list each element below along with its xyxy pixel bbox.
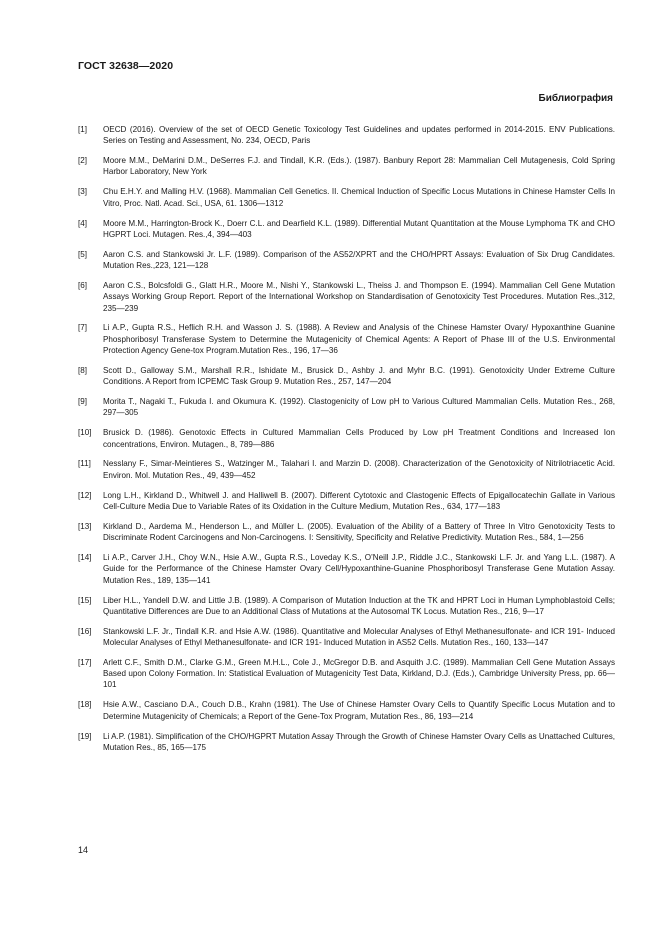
reference-number: [16] [78, 626, 92, 636]
reference-text: Li A.P., Gupta R.S., Heflich R.H. and Wasson J. S. (1988). A Review and Analysis of the Chinese Hamster Ovary/ Hypoxanthine Guanine Phosphoribosyl Transferase System to Determine the Mutagenicity of Chemical Agents: A Report of Phase III of the U.S. Environmental Protection Agency Gene-tox Program.Mutation Res., 196, 17—36 [103, 323, 615, 356]
reference-number: [17] [78, 657, 92, 667]
reference-item [78, 249, 615, 272]
reference-text: Nesslany F., Simar-Meintieres S., Watzinger M., Talahari I. and Marzin D. (2008). Characterization of the Genotoxicity of Nitrilotriacetic Acid. Environ. Mol. Mutation Res., 49, 439—452 [103, 459, 615, 480]
reference-text: Moore M.M., Harrington-Brock K., Doerr C.L. and Dearfield K.L. (1989). Differential Mutant Quantitation at the Mouse Lymphoma TK and CHO HGPRT Loci. Mutagen. Res.,4, 394—403 [103, 218, 615, 239]
reference-text: Brusick D. (1986). Genotoxic Effects in Cultured Mammalian Cells Produced by Low pH Treatment Conditions and Increased Ion concentrations, Environ. Mutagen., 8, 789—886 [103, 428, 615, 449]
reference-item [78, 365, 615, 388]
reference-text: Aaron C.S. and Stankowski Jr. L.F. (1989). Comparison of the AS52/XPRT and the CHO/HPRT Assays: Evaluation of Six Drug Candidates. Mutation Res.,223, 121—128 [103, 249, 615, 271]
reference-number: [18] [78, 700, 92, 710]
reference-text: Aaron C.S., Bolcsfoldi G., Glatt H.R., Moore M., Nishi Y., Stankowski L., Theiss J. and Thompson E. (1994). Mammalian Cell Gene Mutation Assays Working Group Report. Report of the International Workshop on Standardisation of Genotoxicity Test Procedures. Mutation Res.,312, 235—239 [103, 280, 615, 313]
reference-text: Hsie A.W., Casciano D.A., Couch D.B., Krahn (1981). The Use of Chinese Hamster Ovary Cells to Quantify Specific Locus Mutation and to Determine Mutagenicity of Chemicals; a Report of the Gene-Tox Program, Mutation Res., 86, 193—214 [103, 700, 615, 721]
reference-number: [14] [78, 553, 92, 563]
reference-number: [4] [78, 218, 87, 228]
reference-text: Arlett C.F., Smith D.M., Clarke G.M., Green M.H.L., Cole J., McGregor D.B. and Asquith J.C. (1989). Mammalian Cell Gene Mutation Assays Based upon Colony Formation. In: Statistical Evaluation of Mutagenicity Test Data, Kirkland, D.J. (Eds.), Cambridge University Press, pp. 66—101 [103, 657, 615, 690]
reference-number: [12] [78, 490, 92, 500]
reference-number: [11] [78, 459, 91, 469]
reference-item [78, 626, 615, 649]
reference-text: Moore M.M., DeMarini D.M., DeSerres F.J. and Tindall, K.R. (Eds.). (1987). Banbury Report 28: Mammalian Cell Mutagenesis, Cold Spring Harbor Laboratory, New York [103, 156, 615, 177]
page-number: 14 [78, 845, 89, 855]
reference-text: Morita T., Nagaki T., Fukuda I. and Okumura K. (1992). Clastogenicity of Low pH to Various Cultured Mammalian Cells. Mutation Res., 268, 297—305 [103, 397, 615, 418]
reference-item [78, 521, 615, 544]
reference-number: [19] [78, 731, 92, 741]
reference-number: [9] [78, 397, 87, 407]
reference-item [78, 552, 615, 586]
reference-number: [1] [78, 125, 87, 134]
reference-text: Liber H.L., Yandell D.W. and Little J.B. (1989). A Comparison of Mutation Induction at the TK and HPRT Loci in Human Lymphoblastoid Cells; Quantitative Differences are Due to an Additional Class of Mutations at the Autosomal TK Locus. Mutation Res., 216, 9—17 [103, 595, 615, 616]
reference-item [78, 657, 615, 691]
reference-number: [15] [78, 595, 92, 605]
bibliography-title: Библиография [538, 93, 613, 104]
reference-text: Chu E.H.Y. and Malling H.V. (1968). Mammalian Cell Genetics. II. Chemical Induction of Specific Locus Mutations in Chinese Hamster Cells In Vitro, Proc. Natl. Acad. Sci., USA, 61. 1306—1312 [103, 187, 615, 208]
reference-number: [6] [78, 280, 87, 290]
standard-header: ГОСТ 32638—2020 [78, 60, 174, 72]
reference-item [78, 186, 615, 209]
reference-item [78, 280, 615, 314]
reference-item [78, 699, 615, 722]
reference-list [78, 124, 615, 762]
reference-text: Li A.P. (1981). Simplification of the CHO/HGPRT Mutation Assay Through the Growth of Chinese Hamster Ovary Cells as Unattached Cultures, Mutation Res., 85, 165—175 [103, 731, 615, 752]
reference-text: Stankowski L.F. Jr., Tindall K.R. and Hsie A.W. (1986). Quantitative and Molecular Analyses of Ethyl Methanesulfonate- and ICR 191- Induced Molecular Analyses of Ethyl Methanesulfonate- and ICR 191- Induced Mutation in AS52 Cells. Mutation Res., 160, 133—147 [103, 626, 615, 647]
reference-item [78, 322, 615, 356]
reference-item [78, 218, 615, 241]
reference-number: [5] [78, 249, 87, 259]
reference-number: [10] [78, 428, 92, 438]
reference-item [78, 155, 615, 178]
reference-number: [8] [78, 365, 87, 375]
reference-text: Scott D., Galloway S.M., Marshall R.R., Ishidate M., Brusick D., Ashby J. and Myhr B.C. (1991). Genotoxicity Under Extreme Culture Conditions. A Report from ICPEMC Task Group 9. Mutation Res., 257, 147—204 [103, 365, 615, 387]
reference-item [78, 595, 615, 618]
reference-item [78, 124, 615, 147]
reference-item [78, 396, 615, 419]
reference-item [78, 458, 615, 481]
reference-item [78, 731, 615, 754]
reference-number: [7] [78, 323, 87, 333]
reference-number: [2] [78, 156, 87, 166]
reference-item [78, 490, 615, 513]
reference-text: Long L.H., Kirkland D., Whitwell J. and Halliwell B. (2007). Different Cytotoxic and Clastogenic Effects of Epigallocatechin Gallate in Various Cell-Culture Media Due to Variable Rates of its Oxidation in the Culture Medium, Mutation Res., 634, 177—183 [103, 490, 615, 511]
reference-text: OECD (2016). Overview of the set of OECD Genetic Toxicology Test Guidelines and updates performed in 2014-2015. ENV Publications. Series on Testing and Assessment, No. 234, OECD, Paris [103, 125, 615, 146]
reference-text: Li A.P., Carver J.H., Choy W.N., Hsie A.W., Gupta R.S., Loveday K.S., O’Neill J.P., Riddle J.C., Stankowski L.F. Jr. and Yang L.L. (1987). A Guide for the Performance of the Chinese Hamster Ovary Cell/Hypoxanthine-Guanine Phosphoribosyl Transferase Gene Mutation Assay. Mutation Res., 189, 135—141 [103, 553, 615, 585]
reference-number: [13] [78, 521, 92, 531]
reference-text: Kirkland D., Aardema M., Henderson L., and Müller L. (2005). Evaluation of the Ability of a Battery of Three In Vitro Genotoxicity Tests to Discriminate Rodent Carcinogens and Non-Carcinogens. I: Sensitivity, Specificity and Relative Predictivity. Mutation Res., 584, 1—256 [103, 521, 615, 543]
reference-number: [3] [78, 187, 87, 197]
reference-item [78, 427, 615, 450]
